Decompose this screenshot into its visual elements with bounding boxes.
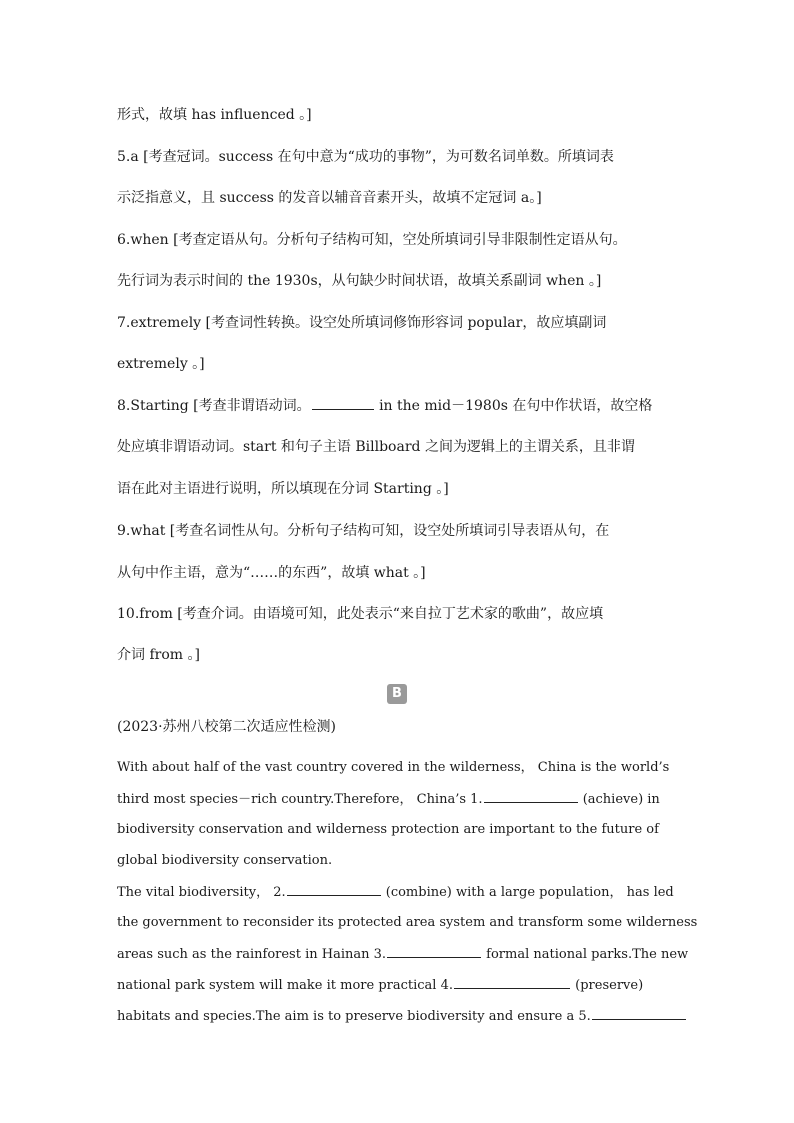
blank-line-5 [592, 1007, 686, 1020]
passage-text: With about half of the vast country covered in the wilderness， China is the world’s [117, 760, 670, 775]
passage-line [117, 1007, 677, 1026]
passage-line [117, 790, 677, 809]
passage-line: biodiversity conservation and wilderness protection are important to the future of [117, 822, 659, 837]
answer-8-line-2: 处应填非谓语动词。start 和句子主语 Billboard 之间为逻辑上的主谓关系，且非谓 [117, 439, 635, 455]
blank-line-4 [454, 976, 570, 989]
answer-5-line-2: 示泛指意义，且 success 的发音以辅音音素开头，故填不定冠词 a。] [117, 190, 542, 206]
answer-line: 形式，故填 has influenced 。] [117, 107, 312, 123]
answer-8-text-a: 8.Starting [考查非谓语动词。 [117, 398, 311, 414]
answer-7-line-1: 7.extremely [考查词性转换。设空处所填词修饰形容词 popular，故应填副词 [117, 315, 607, 331]
answer-7-line-2: extremely 。] [117, 356, 205, 372]
answer-6-line-2: 先行词为表示时间的 the 1930s，从句缺少时间状语，故填关系副词 when 。] [117, 273, 602, 289]
passage-text: formal national parks.The new [486, 947, 689, 962]
passage-text: national park system will make it more practical 4. [117, 978, 454, 993]
blank-line-1 [484, 790, 578, 803]
passage-line [117, 976, 677, 995]
source-citation: (2023·苏州八校第二次适应性检测) [117, 719, 337, 735]
answer-10-line-1: 10.from [考查介词。由语境可知，此处表示“来自拉丁艺术家的歌曲”，故应填 [117, 606, 604, 622]
passage-text: The vital biodiversity， 2. [117, 885, 286, 900]
passage-text: (achieve) in [582, 792, 660, 807]
answer-10-line-2: 介词 from 。] [117, 647, 200, 663]
passage-text: habitats and species.The aim is to preserve biodiversity and ensure a 5. [117, 1009, 591, 1024]
answer-6-line-1: 6.when [考查定语从句。分析句子结构可知，空处所填词引导非限制性定语从句。 [117, 232, 627, 248]
passage-text: (preserve) [575, 978, 644, 993]
section-badge: B [387, 684, 407, 704]
blank-line [312, 397, 374, 410]
passage-line [117, 945, 689, 964]
passage-line: global biodiversity conservation. [117, 853, 333, 868]
answer-5-line-1: 5.a [考查冠词。success 在句中意为“成功的事物”，为可数名词单数。所填词表 [117, 149, 614, 165]
passage-text: third most species－rich country.Therefore， China’s 1. [117, 792, 483, 807]
blank-line-3 [387, 945, 481, 958]
blank-line-2 [287, 883, 381, 896]
answer-8-text-b: in the mid－1980s 在句中作状语，故空格 [379, 398, 653, 414]
passage-text: (combine) with a large population， has led [385, 885, 674, 900]
passage-text: areas such as the rainforest in Hainan 3. [117, 947, 387, 962]
answer-9-line-2: 从句中作主语，意为“……的东西”，故填 what 。] [117, 565, 426, 581]
answer-9-line-1: 9.what [考查名词性从句。分析句子结构可知，设空处所填词引导表语从句，在 [117, 523, 610, 539]
answer-8-line-1 [117, 397, 677, 415]
passage-line: the government to reconsider its protected area system and transform some wilderness [117, 915, 698, 930]
passage-line [117, 759, 677, 777]
passage-line [117, 883, 677, 902]
answer-8-line-3: 语在此对主语进行说明，所以填现在分词 Starting 。] [117, 481, 449, 497]
